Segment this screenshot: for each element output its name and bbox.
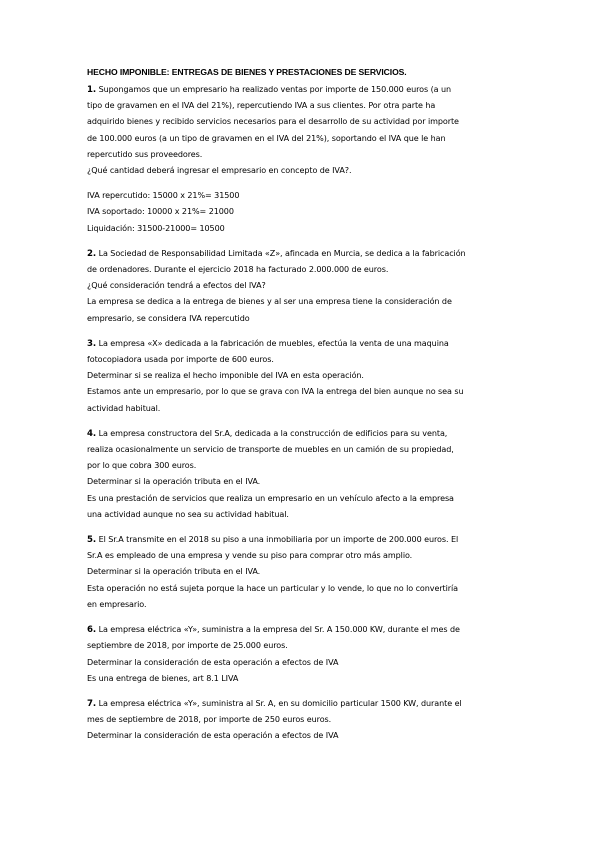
exercise-3 (87, 336, 527, 417)
exercise-number: 5. (87, 535, 97, 546)
line-text: La empresa «X» dedicada a la fabricación de muebles, efectúa la venta de una maquina (98, 338, 449, 348)
line-text: Determinar la consideración de esta operación a efectos de IVA (87, 731, 339, 741)
document-content (87, 67, 527, 745)
line-text: IVA repercutido: 15000 x 21%= 31500 (87, 191, 240, 201)
text-line (87, 426, 527, 442)
line-text: realiza ocasionalmente un servicio de transporte de muebles en un camión de su propiedad, (87, 445, 454, 455)
text-line (87, 188, 527, 204)
line-text: una actividad aunque no sea su actividad habitual. (87, 509, 289, 519)
paragraph-gap (87, 687, 527, 696)
paragraph-gap (87, 237, 527, 246)
line-text: Determinar si la operación tributa en el IVA. (87, 567, 261, 577)
paragraph-gap (87, 417, 527, 426)
exercise-number: 3. (87, 338, 97, 349)
line-text: en empresario. (87, 599, 147, 609)
text-line (87, 246, 527, 262)
line-text: repercutido sus proveedores. (87, 149, 203, 159)
exercise-6 (87, 622, 527, 687)
line-text: La empresa se dedica a la entrega de bienes y al ser una empresa tiene la consideración de (87, 297, 452, 307)
line-text: Sr.A es empleado de una empresa y vende su piso para comprar otro más amplio. (87, 551, 413, 561)
text-line (87, 491, 527, 507)
text-line (87, 728, 527, 744)
line-text: La Sociedad de Responsabilidad Limitada «Z», afincada en Murcia, se dedica a la fabricación (98, 248, 466, 258)
line-text: Es una entrega de bienes, art 8.1 LIVA (87, 673, 239, 683)
line-text: IVA soportado: 10000 x 21%= 21000 (87, 207, 234, 217)
line-text: adquirido bienes y recibido servicios necesarios para el desarrollo de su actividad por importe (87, 117, 459, 127)
line-text: Determinar la consideración de esta operación a efectos de IVA (87, 657, 339, 667)
text-line (87, 581, 527, 597)
text-line (87, 294, 527, 310)
text-line (87, 696, 527, 712)
text-line (87, 147, 527, 163)
text-line (87, 507, 527, 523)
text-line (87, 548, 527, 564)
text-line (87, 564, 527, 580)
exercise-4 (87, 426, 527, 523)
document-title: HECHO IMPONIBLE: ENTREGAS DE BIENES Y PRESTACIONES DE SERVICIOS. (87, 67, 407, 77)
text-line (87, 262, 527, 278)
line-text: Supongamos que un empresario ha realizado ventas por importe de 150.000 euros (a un (98, 85, 452, 94)
text-line (87, 401, 527, 417)
line-text: Esta operación no está sujeta porque la hace un particular y lo vende, lo que no lo convertiría (87, 583, 459, 593)
line-text: La empresa constructora del Sr.A, dedicada a la construcción de edificios para su venta, (98, 428, 448, 438)
exercise-5 (87, 532, 527, 613)
text-line (87, 131, 527, 147)
text-line (87, 671, 527, 687)
text-line (87, 98, 527, 114)
text-line (87, 458, 527, 474)
exercise-number: 7. (87, 698, 97, 709)
line-text: septiembre de 2018, por importe de 25.000 euros. (87, 641, 288, 651)
line-text: por lo que cobra 300 euros. (87, 461, 197, 471)
line-text: Determinar si la operación tributa en el IVA. (87, 477, 261, 487)
text-line (87, 474, 527, 490)
answer-block (87, 188, 527, 237)
exercise-number: 6. (87, 625, 97, 636)
text-line (87, 311, 527, 327)
exercise-number: 2. (87, 248, 97, 259)
line-text: ¿Qué consideración tendrá a efectos del IVA? (87, 281, 266, 291)
text-line (87, 384, 527, 400)
text-line (87, 114, 527, 130)
exercise-number: 1. (87, 85, 97, 95)
line-text: ¿Qué cantidad deberá ingresar el empresario en concepto de IVA?. (87, 166, 352, 176)
text-line (87, 278, 527, 294)
exercise-0 (87, 82, 527, 179)
text-line (87, 82, 527, 98)
text-line (87, 597, 527, 613)
text-line (87, 368, 527, 384)
text-line (87, 622, 527, 638)
line-text: de ordenadores. Durante el ejercicio 2018 ha facturado 2.000.000 de euros. (87, 265, 389, 275)
text-line (87, 163, 527, 179)
line-text: Liquidación: 31500-21000= 10500 (87, 223, 225, 233)
line-text: empresario, se considera IVA repercutido (87, 313, 250, 323)
line-text: mes de septiembre de 2018, por importe de 250 euros euros. (87, 715, 332, 725)
text-line (87, 638, 527, 654)
line-text: de 100.000 euros (a un tipo de gravamen en el IVA del 21%), soportando el IVA que le han (87, 133, 446, 143)
text-line (87, 221, 527, 237)
line-text: tipo de gravamen en el IVA del 21%), repercutiendo IVA a sus clientes. Por otra parte ha (87, 101, 436, 111)
text-line (87, 532, 527, 548)
line-text: Estamos ante un empresario, por lo que se grava con IVA la entrega del bien aunque no sea su (87, 387, 464, 397)
exercise-7 (87, 696, 527, 745)
text-line (87, 352, 527, 368)
line-text: Determinar si se realiza el hecho imponible del IVA en esta operación. (87, 371, 364, 381)
text-line (87, 442, 527, 458)
line-text: El Sr.A transmite en el 2018 su piso a una inmobiliaria por un importe de 200.000 euros. El (98, 535, 459, 545)
exercise-2 (87, 246, 527, 327)
line-text: fotocopiadora usada por importe de 600 euros. (87, 355, 274, 365)
exercise-number: 4. (87, 428, 97, 439)
paragraph-gap (87, 523, 527, 532)
line-text: La empresa eléctrica «Y», suministra a la empresa del Sr. A 150.000 KW, durante el mes de (98, 625, 460, 635)
line-text: Es una prestación de servicios que realiza un empresario en un vehículo afecto a la empresa (87, 493, 454, 503)
paragraph-gap (87, 327, 527, 336)
text-line (87, 336, 527, 352)
paragraph-gap (87, 179, 527, 188)
text-line (87, 712, 527, 728)
text-line (87, 204, 527, 220)
line-text: actividad habitual. (87, 403, 161, 413)
text-line (87, 655, 527, 671)
line-text: La empresa eléctrica «Y», suministra al Sr. A, en su domicilio particular 1500 KW, durante el (98, 698, 462, 708)
paragraph-gap (87, 613, 527, 622)
